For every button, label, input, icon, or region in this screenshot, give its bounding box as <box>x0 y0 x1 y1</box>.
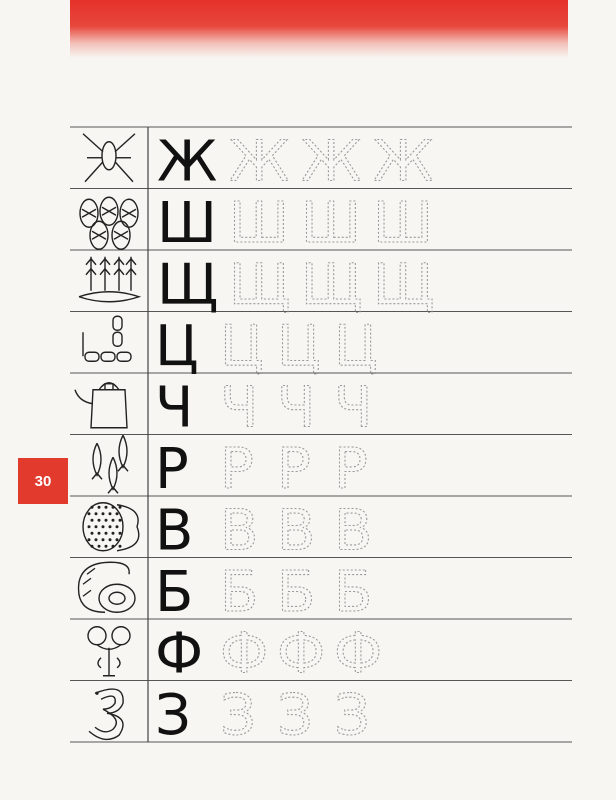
tracing-letter: Щ <box>229 252 291 318</box>
page-number: 30 <box>34 472 52 490</box>
tracing-letter: Щ <box>373 252 435 318</box>
model-letter: В <box>155 498 194 564</box>
model-letter: Р <box>155 437 189 502</box>
tracing-letter: Р <box>277 437 311 502</box>
tracing-letter: Р <box>220 437 254 502</box>
tracing-letter: В <box>277 498 316 564</box>
tracing-letter: Ч <box>277 375 316 441</box>
model-letter: Ш <box>157 191 217 256</box>
tracing-letter: Ф <box>220 621 269 687</box>
teapot-icon <box>75 383 127 428</box>
tracing-letter: Б <box>220 560 259 625</box>
tracing-letter: Щ <box>301 252 363 318</box>
tracing-letter: Ц <box>277 314 321 379</box>
tracing-letter: Ж <box>301 129 362 195</box>
model-letter: Ж <box>157 129 218 195</box>
tracing-letter: Ф <box>277 621 326 687</box>
tracing-letter: З <box>334 683 370 748</box>
tracing-letter: Ш <box>373 191 433 256</box>
tracing-letter: Ж <box>229 129 290 195</box>
chain-icon <box>83 316 131 361</box>
tracing-letter: Ш <box>301 191 361 256</box>
grasshopper-icon <box>83 134 135 182</box>
tracing-letter: Ч <box>220 375 259 441</box>
pine-cones-icon <box>80 197 138 249</box>
bread-loaf-icon <box>79 562 135 612</box>
tracing-letter: В <box>220 498 259 564</box>
waffle-icon <box>83 503 139 551</box>
tracing-letter: Ф <box>334 621 383 687</box>
lantern-icon <box>88 627 130 676</box>
model-letter: Ч <box>155 375 194 441</box>
tracing-letter: З <box>220 683 256 748</box>
model-letter: З <box>155 683 191 748</box>
tracing-letter: З <box>277 683 313 748</box>
model-letter: Щ <box>157 252 219 318</box>
pike-fish-icon <box>79 257 139 302</box>
snake-icon <box>89 689 123 739</box>
tracing-letter: Б <box>277 560 316 625</box>
fish-icon <box>92 435 128 493</box>
tracing-letter: Ц <box>334 314 378 379</box>
tracing-letter: Б <box>334 560 373 625</box>
tracing-letter: Ш <box>229 191 289 256</box>
tracing-letter: Р <box>334 437 368 502</box>
model-letter: Ц <box>155 314 199 379</box>
tracing-letter: Ч <box>334 375 373 441</box>
tracing-letter: Ц <box>220 314 264 379</box>
tracing-letter: Ж <box>373 129 434 195</box>
model-letter: Б <box>155 560 194 625</box>
model-letter: Ф <box>155 621 204 687</box>
tracing-letter: В <box>334 498 373 564</box>
